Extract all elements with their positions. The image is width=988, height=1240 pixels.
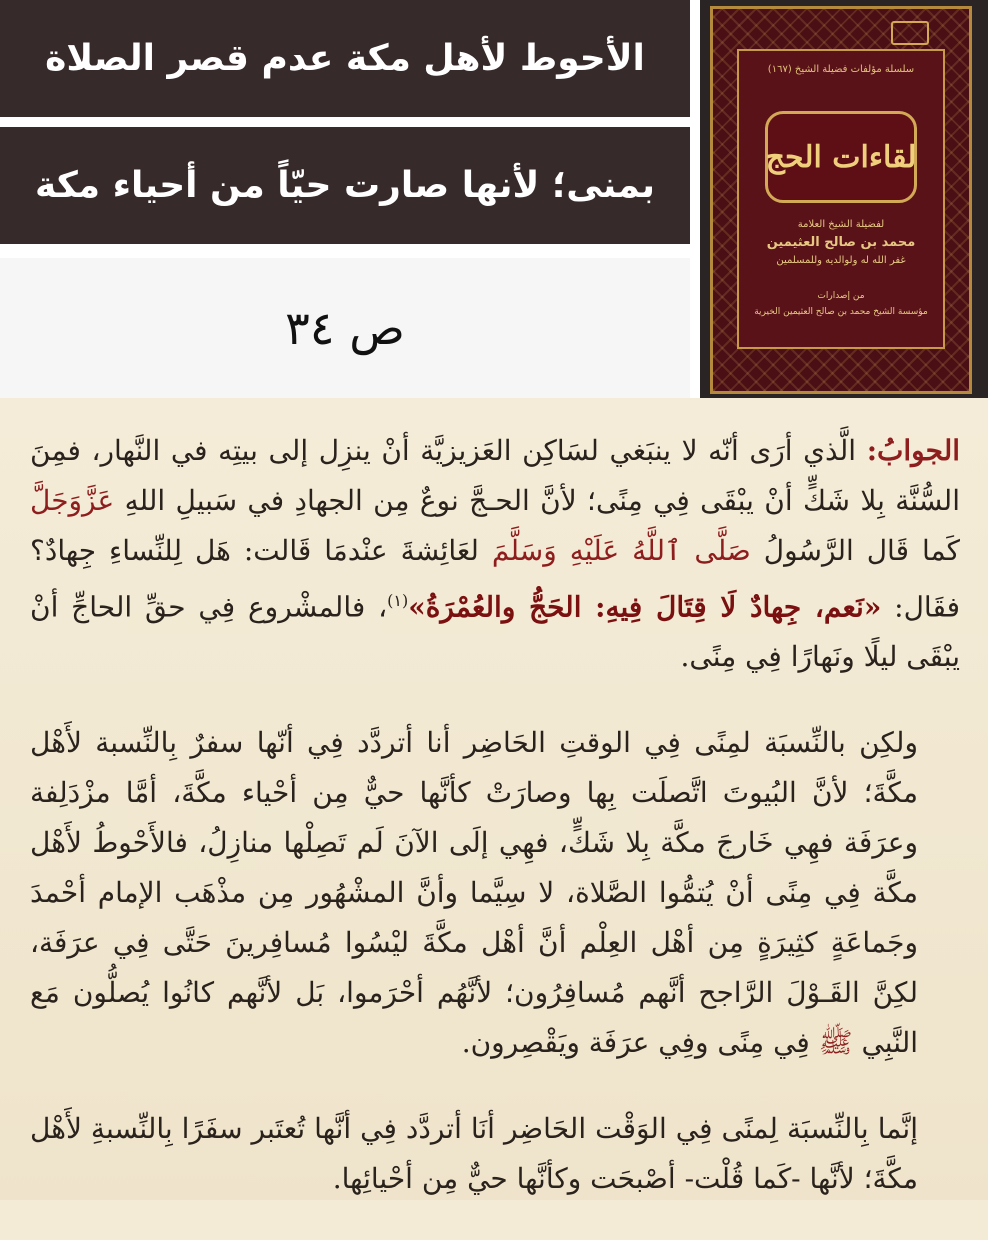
banner-line-2: بمنى؛ لأنها صارت حيّاً من أحياء مكة	[0, 127, 690, 244]
book-author-label: لفضيلة الشيخ العلامة	[797, 219, 885, 230]
honorific-azza-wajal: عَزَّوَجَلَّ	[30, 484, 115, 517]
honorific-salla-2: ﷺ	[818, 1026, 853, 1060]
paragraph-2-end: فِي مِنًى وفِي عرَفَة ويَقْصِرون.	[461, 1026, 810, 1060]
paragraph-1-part-c: لعَائِشةَ عنْدمَا قَالت: هَل لِلنِّساءِ جِهادٌ؟ فقَال:	[30, 534, 961, 624]
hadith-quote: «نَعم، جِهادٌ لَا قِتَالَ فِيهِ: الحَجُّ والعُمْرَةُ»	[408, 590, 882, 624]
book-cover	[710, 6, 972, 394]
page-body	[30, 426, 960, 1240]
book-series: سلسلة مؤلفات فضيلة الشيخ (١٦٧)	[767, 64, 915, 75]
book-page	[0, 398, 988, 1200]
book-title: لقاءات الحج	[765, 139, 917, 175]
book-cover-photo	[700, 0, 988, 398]
paragraph-1-part-b: كَما قَال الرَّسُولُ	[763, 534, 960, 567]
paragraph-2-text: ولكِن بالنِّسبَة لمِنًى فِي الوقتِ الحَاضِر أنا أتردَّد فِي أنّها سفرٌ بِالنِّسبة لأَهْل مكَّةَ؛ لأنَّ البُيوتَ اتَّصلَت بِها وصارَتْ كأنَّها حيٌّ مِن أحْياء مكَّةَ، أمَّا مزْدَلِفة وعرَفَة فهِي خَارجَ مكَّة بِلا شَكٍّ، فهِي إلَى الآنَ لَم تَصِلْها منازِلُ، فالأَحْوطُ لأَهْل مكَّة فِي مِنًى أنْ يُتمُّوا الصَّلاة، لا سِيَّما وأنَّ المشْهُور مِن مذْهَب الإمام أحْمدَ وجَماعَةٍ كثِيرَةٍ مِن أهْل العِلْم أنَّ أهْل مكَّةَ ليْسُوا مُسافِرينَ حَتَّى فِي عرَفَة، لكِنَّ القَـوْلَ الرَّاجح أنَّهم مُسافِرُون؛ لأنَّهُم أحْرَموا، بَل لأنَّهم كانُوا يُصلُّون مَع النَّبِي	[30, 726, 918, 1060]
paragraph-1-part-a: الَّذي أرَى أنّه لا ينبَغي لسَاكِن العَزيزيَّة أنْ ينزِل إلى بيتِه في النَّهار، فمِنَ السُّنَّة بِلا شَكٍّ أنْ يبْقَى فِي مِنًى؛ لأنَّ الحـجَّ نوعٌ مِن الجهادِ في سَبيلِ اللهِ	[30, 434, 960, 517]
book-author-note: غفر الله له ولوالديه وللمسلمين	[776, 255, 906, 266]
book-publisher-label: من إصدارات	[817, 291, 865, 301]
book-cover-panel	[737, 49, 945, 349]
answer-label: الجوابُ:	[866, 434, 961, 467]
book-logo-icon	[891, 21, 929, 45]
paragraph-1	[30, 426, 960, 682]
banner-line-1: الأحوط لأهل مكة عدم قصر الصلاة	[0, 0, 690, 117]
footnote-marker: (١)	[387, 591, 409, 610]
honorific-salla: صَلَّى ٱللَّهُ عَلَيْهِ وَسَلَّمَ	[491, 534, 751, 567]
book-title-frame	[765, 111, 917, 203]
book-author: محمد بن صالح العثيمين	[766, 235, 916, 250]
book-publisher: مؤسسة الشيخ محمد بن صالح العثيمين الخيرية	[754, 307, 928, 317]
paragraph-1-part-d: ، فالمشْروع فِي حقِّ الحاجِّ أنْ يبْقَى ليلًا ونَهارًا فِي مِنًى.	[30, 590, 960, 674]
paragraph-3	[30, 1104, 960, 1204]
page-reference: ص ٣٤	[0, 258, 690, 398]
paragraph-3-text: إنَّما بِالنِّسبَة لِمنًى فِي الوَقْت الحَاضِر أنَا أتردَّد فِي أنَّها تُعتَبر سفَرًا بِالنِّسبةِ لأَهْل مكَّةَ؛ لأنَّها -كَما قُلْت- أصْبحَت وكأنَّها حيٌّ مِن أحْيائِها.	[30, 1112, 918, 1196]
paragraph-2	[30, 718, 960, 1068]
